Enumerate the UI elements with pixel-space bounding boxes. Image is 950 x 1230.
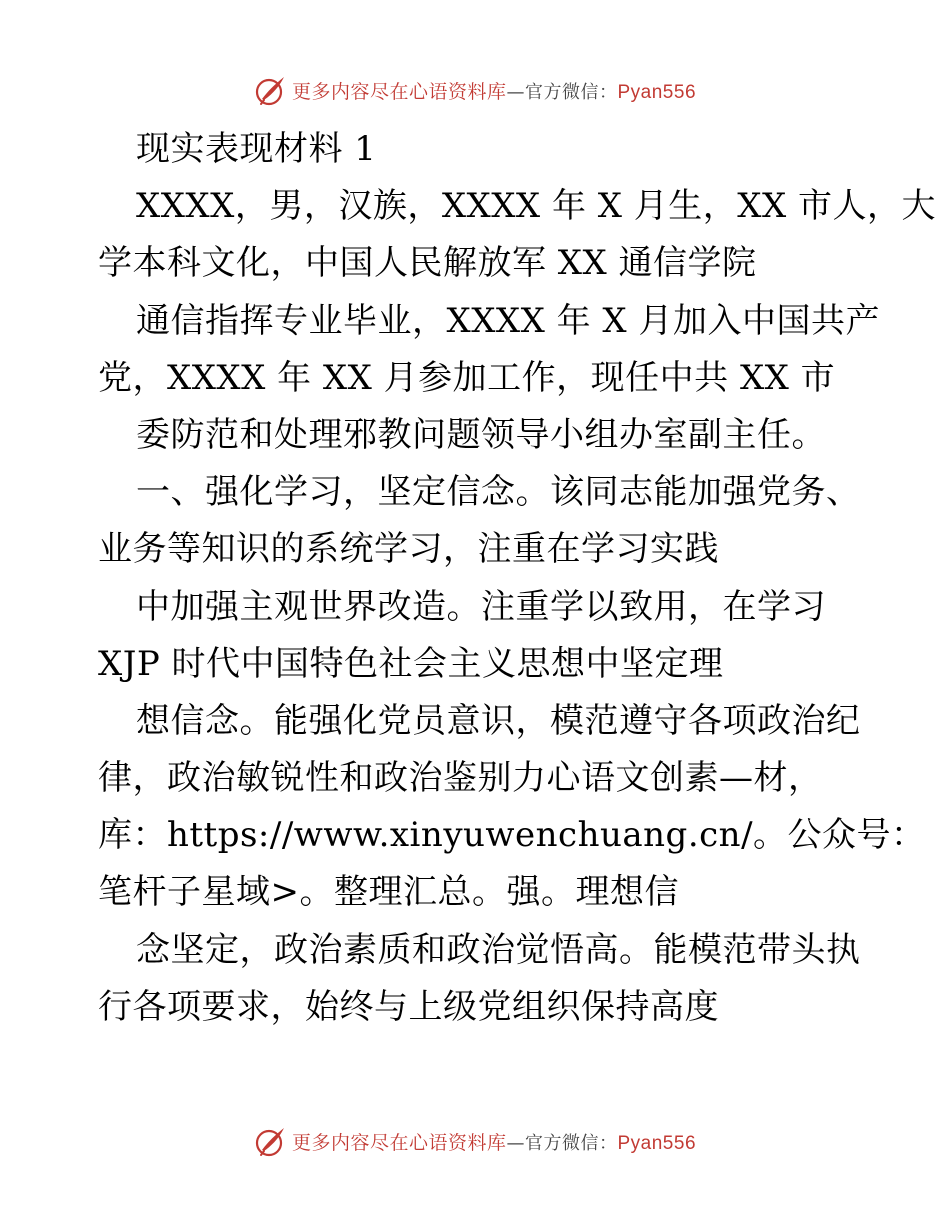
watermark-text (292, 77, 696, 104)
watermark-dash: — (506, 81, 525, 103)
doc-line: 笔杆子星域>。整理汇总。强。理想信 (98, 872, 679, 913)
doc-line: XJP 时代中国特色社会主义思想中坚定理 (98, 643, 724, 684)
doc-line: 库：https://www.xinyuwenchuang.cn/。公众号： (98, 815, 926, 856)
doc-line: 通信指挥专业毕业，XXXX 年 X 月加入中国共产 (136, 300, 880, 341)
doc-line: 学本科文化，中国人民解放军 XX 通信学院 (98, 243, 757, 284)
watermark-official-label: 官方微信： (525, 1132, 618, 1154)
watermark-text (292, 1128, 696, 1155)
doc-line: 中加强主观世界改造。注重学以致用，在学习 (136, 586, 826, 627)
doc-line: 现实表现材料 1 (136, 129, 377, 169)
quill-logo-icon (254, 1124, 288, 1158)
header-watermark (0, 70, 950, 110)
doc-line: 党，XXXX 年 XX 月参加工作，现任中共 XX 市 (98, 357, 836, 398)
doc-line: XXXX，男，汉族，XXXX 年 X 月生，XX 市人，大 (136, 186, 936, 227)
quill-logo-icon (254, 73, 288, 107)
watermark-site-name: 更多内容尽在心语资料库 (291, 1131, 507, 1154)
doc-line: 委防范和处理邪教问题领导小组办室副主任。 (136, 414, 826, 455)
doc-line: 业务等知识的系统学习，注重在学习实践 (98, 529, 719, 570)
watermark-wechat-id: Pyan556 (617, 81, 697, 103)
doc-line: 一、强化学习，坚定信念。该同志能加强党务、 (136, 472, 861, 513)
doc-line: 念坚定，政治素质和政治觉悟高。能模范带头执 (136, 929, 861, 970)
watermark-official-label: 官方微信： (525, 81, 618, 103)
watermark-wechat-id: Pyan556 (617, 1132, 697, 1154)
watermark-dash: — (506, 1132, 525, 1154)
doc-line: 想信念。能强化党员意识，模范遵守各项政治纪 (136, 700, 861, 741)
doc-line: 行各项要求，始终与上级党组织保持高度 (98, 986, 719, 1027)
doc-line: 律，政治敏锐性和政治鉴别力心语文创素—材， (98, 758, 823, 799)
footer-watermark (0, 1121, 950, 1161)
document-body (98, 121, 936, 1036)
watermark-site-name: 更多内容尽在心语资料库 (291, 80, 507, 103)
